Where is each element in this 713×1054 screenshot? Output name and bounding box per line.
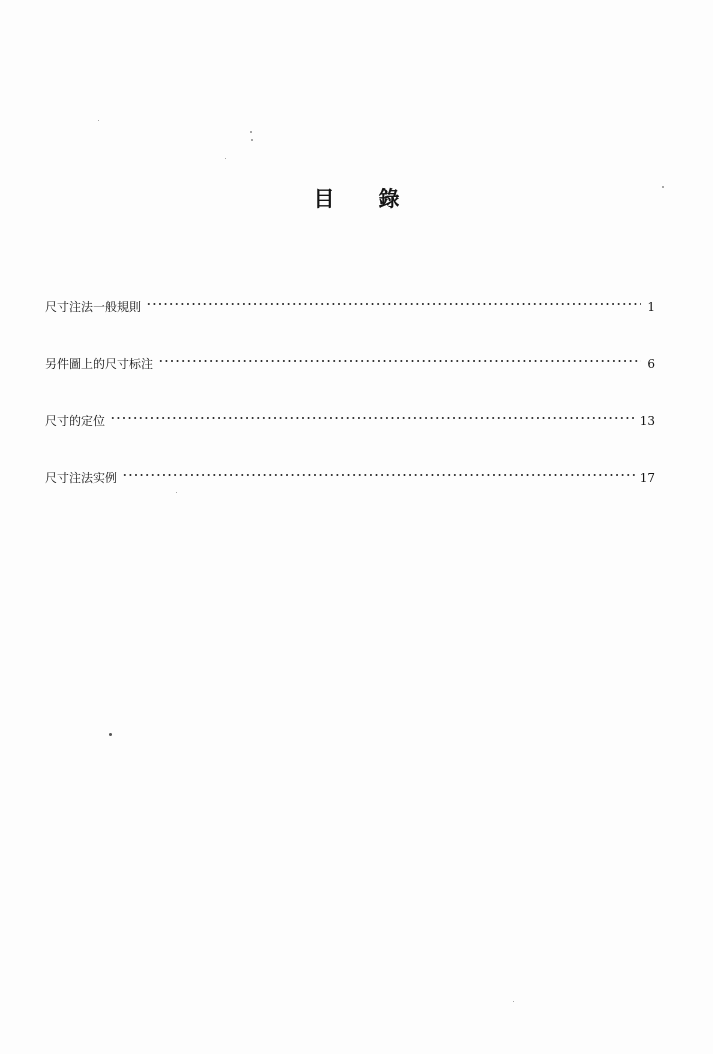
scan-speck: [176, 492, 177, 493]
scan-speck: [109, 733, 112, 736]
toc-entry-label: 尺寸注法实例: [45, 471, 118, 485]
scan-speck: [250, 131, 252, 133]
toc-entry-page-number: 1: [647, 300, 655, 314]
toc-entry: [45, 340, 655, 371]
scan-speck: [225, 158, 226, 159]
title-char-2: 錄: [378, 187, 400, 211]
toc-entry-label: 另件圖上的尺寸标注: [45, 357, 154, 371]
scan-speck: [98, 120, 99, 121]
dot-leader: [158, 340, 641, 368]
page-title: [0, 184, 713, 214]
toc-entry-page-number: 13: [639, 414, 655, 428]
toc-entry: [45, 397, 655, 428]
toc-entry-label: 尺寸的定位: [45, 414, 106, 428]
toc-entry: [45, 283, 655, 314]
scan-speck: [513, 1001, 514, 1002]
toc-entry-page-number: 17: [639, 471, 655, 485]
dot-leader: [122, 454, 636, 482]
toc-entry-label: 尺寸注法一般規則: [45, 300, 142, 314]
dot-leader: [110, 397, 636, 425]
table-of-contents: [45, 283, 655, 485]
scan-speck: [251, 139, 253, 141]
dot-leader: [146, 283, 641, 311]
toc-entry-page-number: 6: [647, 357, 655, 371]
title-char-1: 目: [313, 187, 335, 211]
toc-entry: [45, 454, 655, 485]
